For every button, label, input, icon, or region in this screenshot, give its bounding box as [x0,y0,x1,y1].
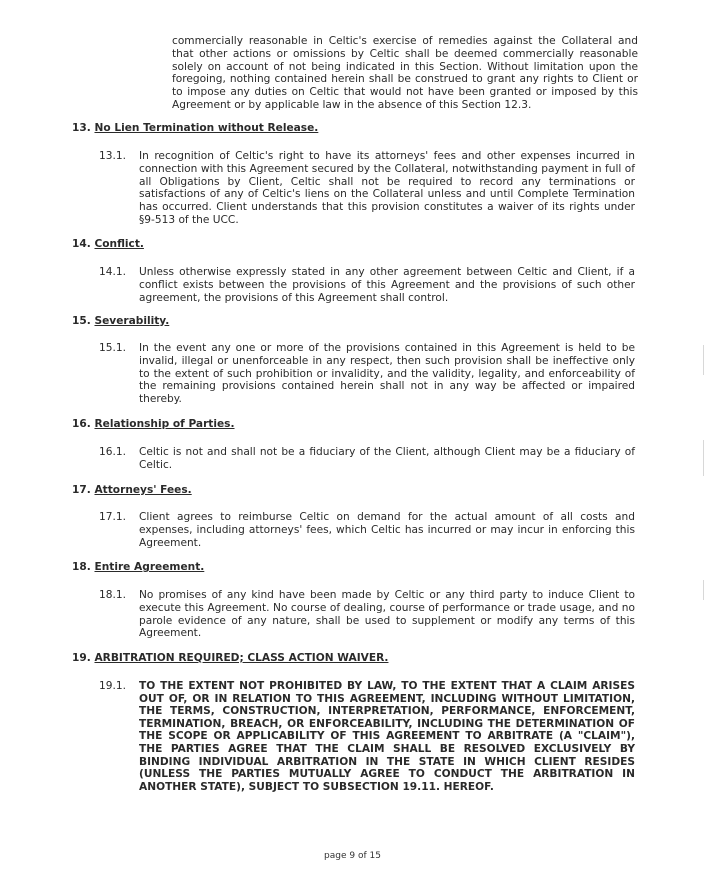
clause-number: 17.1. [99,511,126,523]
clause-number: 13.1. [99,150,126,162]
clause-text: Unless otherwise expressly stated in any other agreement between Celtic and Client, if a conflict exists between the provisions of this Agreement and the provisions of such other agreement, the provisions of this Agreement shall control. [139,266,635,304]
scan-margin-mark [703,440,704,476]
clause-text: Celtic is not and shall not be a fiduciary of the Client, although Client may be a fiduciary of Celtic. [139,446,635,471]
clause-19-1 [99,680,635,793]
clause-13-1 [99,150,635,227]
clause-number: 15.1. [99,342,126,354]
section-heading-15 [72,315,169,328]
section-title: Conflict. [94,238,144,250]
clause-text: TO THE EXTENT NOT PROHIBITED BY LAW, TO THE EXTENT THAT A CLAIM ARISES OUT OF, OR IN RELATION TO THIS AGREEMENT, INCLUDING WITHOUT LIMITATION, THE TERMS, CONSTRUCTION, INTERPRETATION, PERFORMANCE, ENFORCEMENT, TERMINATION, BREACH, OR ENFORCEABILITY, INCLUDING THE DETERMINATION OF THE SCOPE OR APPLICABILITY OF THIS AGREEMENT TO ARBITRATE (A "CLAIM"), THE PARTIES AGREE THAT THE CLAIM SHALL BE RESOLVED EXCLUSIVELY BY BINDING INDIVIDUAL ARBITRATION IN THE STATE IN WHICH CLIENT RESIDES (UNLESS THE PARTIES MUTUALLY AGREE TO CONDUCT THE ARBITRATION IN ANOTHER STATE), SUBJECT TO SUBSECTION 19.11. HEREOF. [139,680,635,793]
section-number: 17. [72,484,91,496]
section-title: Relationship of Parties. [94,418,235,430]
section-number: 16. [72,418,91,430]
clause-number: 14.1. [99,266,126,278]
section-heading-19 [72,652,388,665]
scan-margin-mark [703,580,704,600]
section-heading-14 [72,238,144,251]
section-heading-16 [72,418,235,431]
section-heading-13 [72,122,318,135]
clause-text: Client agrees to reimburse Celtic on demand for the actual amount of all costs and expenses, including attorneys' fees, which Celtic has incurred or may incur in enforcing this Agreement. [139,511,635,549]
page-number-footer: page 9 of 15 [324,851,381,861]
section-title: No Lien Termination without Release. [94,122,319,134]
section-number: 14. [72,238,91,250]
clause-text: In the event any one or more of the provisions contained in this Agreement is held to be invalid, illegal or unenforceable in any respect, then such provision shall be ineffective only to the extent of such prohibition or invalidity, and the validity, legality, and enforceability of the remaining provisions contained herein shall not in any way be affected or impaired thereby. [139,342,635,406]
clause-16-1 [99,446,635,472]
clause-text: In recognition of Celtic's right to have its attorneys' fees and other expenses incurred in connection with this Agreement secured by the Collateral, notwithstanding payment in full of all Obligations by Client, Celtic shall not be required to record any terminations or satisfactions of any of Celtic's liens on the Collateral unless and until Complete Termination has occurred. Client understands that this provision constitutes a waiver of its rights under §9-513 of the UCC. [139,150,635,226]
clause-number: 18.1. [99,589,126,601]
section-title: Severability. [94,315,170,327]
section-number: 13. [72,122,91,134]
clause-text: No promises of any kind have been made by Celtic or any third party to induce Client to execute this Agreement. No course of dealing, course of performance or trade usage, and no parole evidence of any nature, shall be used to supplement or modify any terms of this Agreement. [139,589,635,640]
section-heading-17 [72,484,192,497]
section-number: 19. [72,652,91,664]
clause-18-1 [99,589,635,640]
section-heading-18 [72,561,204,574]
clause-17-1 [99,511,635,549]
clause-14-1 [99,266,635,304]
section-title: Attorneys' Fees. [94,484,192,496]
clause-15-1 [99,342,635,406]
scan-margin-mark [703,345,704,375]
intro-paragraph: commercially reasonable in Celtic's exercise of remedies against the Collateral and that other actions or omissions by Celtic shall be deemed commercially reasonable solely on account of not being indicated in this Section. Without limitation upon the foregoing, nothing contained herein shall be construed to grant any rights to Client or to impose any duties on Celtic that would not have been granted or imposed by this Agreement or by applicable law in the absence of this Section 12.3. [172,35,638,111]
clause-number: 19.1. [99,680,126,692]
section-title: ARBITRATION REQUIRED; CLASS ACTION WAIVER. [94,652,389,664]
section-number: 18. [72,561,91,573]
section-title: Entire Agreement. [94,561,205,573]
section-number: 15. [72,315,91,327]
clause-number: 16.1. [99,446,126,458]
